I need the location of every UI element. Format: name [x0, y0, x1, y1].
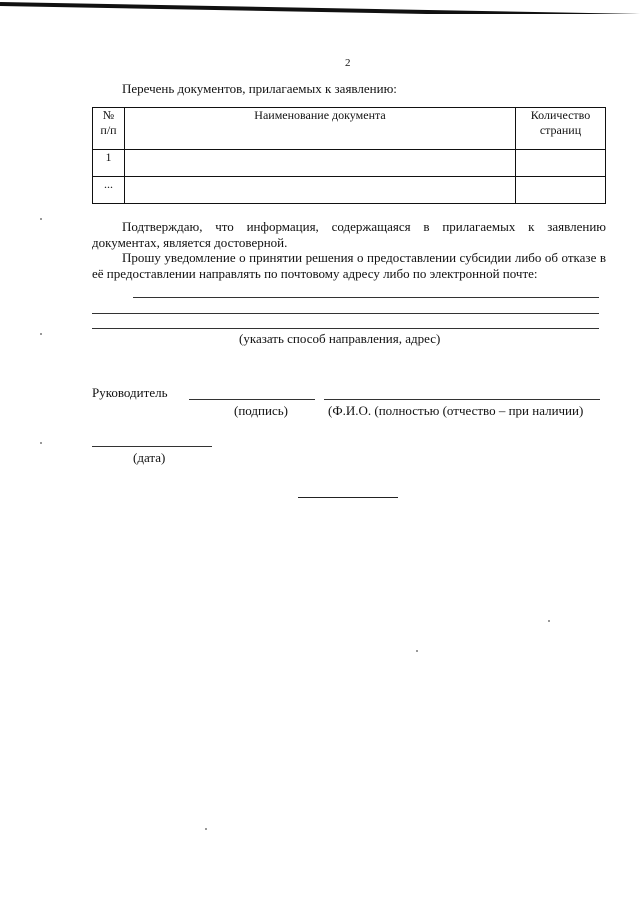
confirmation-text: Подтверждаю, что информация, содержащаяся в прилагаемых к заявлению документах, является достоверной. — [92, 219, 606, 250]
address-line[interactable] — [92, 328, 599, 329]
header-name: Наименование документа — [125, 108, 516, 150]
scan-speck — [548, 620, 550, 622]
scan-top-edge — [0, 0, 640, 14]
scan-speck — [40, 333, 42, 335]
table-row — [93, 150, 606, 177]
scan-speck — [40, 442, 42, 444]
end-separator — [298, 497, 398, 498]
table-header-row — [93, 108, 606, 150]
full-name-line[interactable] — [324, 399, 600, 400]
documents-list-intro: Перечень документов, прилагаемых к заявлению: — [122, 81, 397, 96]
signature-line[interactable] — [189, 399, 315, 400]
table-cell[interactable] — [516, 150, 606, 177]
table-cell[interactable] — [125, 150, 516, 177]
address-line[interactable] — [133, 297, 599, 298]
header-num: № п/п — [93, 108, 125, 150]
table-row — [93, 177, 606, 204]
date-hint: (дата) — [133, 450, 166, 465]
signatory-role: Руководитель — [92, 385, 168, 400]
address-hint: (указать способ направления, адрес) — [239, 331, 441, 346]
table-cell: ... — [93, 177, 125, 204]
full-name-hint: (Ф.И.О. (полностью (отчество – при наличии) — [328, 403, 584, 418]
address-line[interactable] — [92, 313, 599, 314]
date-line[interactable] — [92, 446, 212, 447]
table-cell[interactable] — [125, 177, 516, 204]
table-cell[interactable] — [516, 177, 606, 204]
signature-hint: (подпись) — [234, 403, 288, 418]
header-count: Количество страниц — [516, 108, 606, 150]
scan-speck — [205, 828, 207, 830]
documents-table — [92, 107, 606, 204]
notification-request-text: Прошу уведомление о принятии решения о предоставлении субсидии либо об отказе в её предоставлении направлять по почтовому адресу либо по электронной почте: — [92, 250, 606, 281]
scan-speck — [416, 650, 418, 652]
table-cell: 1 — [93, 150, 125, 177]
scan-speck — [40, 218, 42, 220]
page-number: 2 — [345, 57, 351, 69]
